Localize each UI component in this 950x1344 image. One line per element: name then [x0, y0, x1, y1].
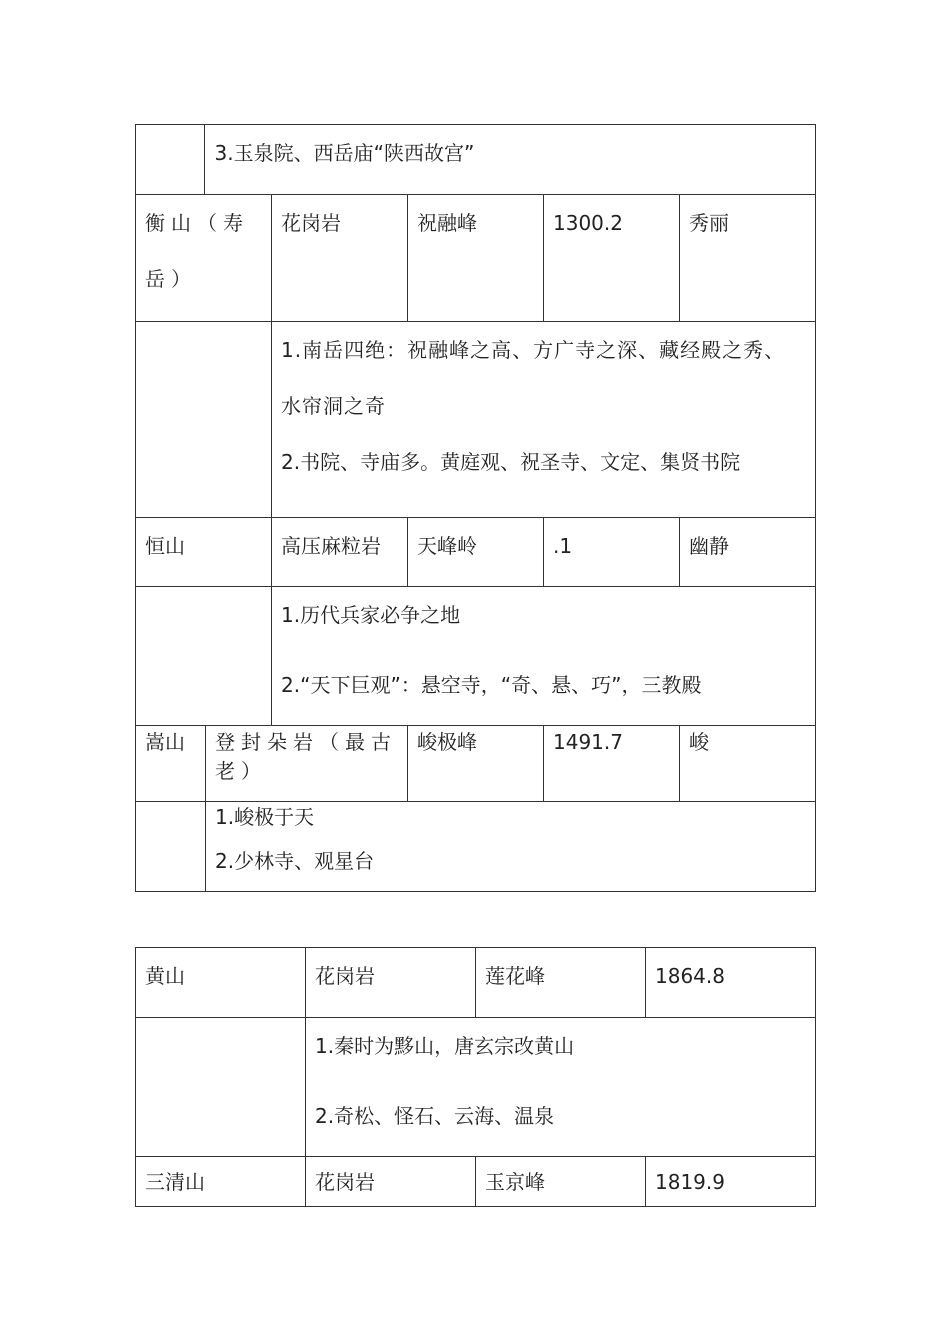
main-peak: 天峰岭	[417, 534, 477, 558]
table-row	[136, 322, 816, 518]
rock-cell	[272, 195, 408, 322]
height-cell	[544, 726, 680, 802]
peak-height: 1300.2	[553, 211, 623, 235]
notes-cell	[272, 322, 816, 518]
peak-height: 1819.9	[655, 1170, 725, 1194]
mountains-table-2	[135, 725, 816, 892]
empty-cell	[136, 322, 272, 518]
feature: 幽静	[689, 534, 729, 558]
note-line: 1.峻极于天	[215, 805, 315, 829]
peak-cell	[408, 726, 544, 802]
rock-cell	[306, 1157, 476, 1207]
main-peak: 莲花峰	[485, 964, 545, 988]
rock-type: 登封朵岩（最古老）	[215, 730, 397, 783]
table-row	[136, 125, 816, 195]
table-row	[136, 802, 816, 892]
height-cell	[646, 948, 816, 1018]
note-line: 2.书院、寺庙多。黄庭观、祝圣寺、文定、集贤书院	[281, 450, 741, 474]
mountain-name-cell	[136, 948, 306, 1018]
mountain-name: 嵩山	[145, 730, 185, 754]
feature: 峻	[689, 730, 709, 754]
height-cell	[544, 195, 680, 322]
main-peak: 峻极峰	[417, 730, 477, 754]
mountain-name-cell	[136, 726, 206, 802]
table-row	[136, 726, 816, 802]
feature-cell	[680, 518, 816, 587]
notes-cell	[306, 1018, 816, 1157]
notes-cell	[206, 802, 816, 892]
note-line: 2.少林寺、观星台	[215, 849, 375, 873]
notes-cell	[272, 587, 816, 726]
peak-cell	[408, 518, 544, 587]
peak-height: 1864.8	[655, 964, 725, 988]
feature: 秀丽	[689, 211, 729, 235]
peak-height: 1491.7	[553, 730, 623, 754]
table-row	[136, 587, 816, 726]
rock-type: 花岗岩	[315, 1170, 375, 1194]
main-peak: 祝融峰	[417, 211, 477, 235]
mountain-name-cell	[136, 1157, 306, 1207]
note-line: 2.“天下巨观”：悬空寺，“奇、悬、巧”，三教殿	[281, 673, 702, 697]
mountain-name: 衡山（寿岳）	[145, 211, 249, 291]
mountain-name: 黄山	[145, 964, 185, 988]
note-line: 1.南岳四绝：祝融峰之高、方广寺之深、藏经殿之秀、水帘洞之奇	[281, 338, 786, 418]
mountain-name-cell	[136, 195, 272, 322]
huashan-note: 3.玉泉院、西岳庙“陕西故宫”	[214, 141, 475, 165]
height-cell	[646, 1157, 816, 1207]
note-line: 2.奇松、怪石、云海、温泉	[315, 1104, 555, 1128]
main-peak: 玉京峰	[485, 1170, 545, 1194]
table-row	[136, 195, 816, 322]
empty-cell	[136, 587, 272, 726]
peak-height: .1	[553, 534, 573, 558]
mountain-name: 三清山	[145, 1170, 205, 1194]
mountain-name: 恒山	[145, 534, 185, 558]
feature-cell	[680, 726, 816, 802]
table-row	[136, 1018, 816, 1157]
table-row	[136, 948, 816, 1018]
rock-cell	[206, 726, 408, 802]
note-cell	[214, 125, 816, 195]
peak-cell	[476, 1157, 646, 1207]
mountains-table-3	[135, 947, 816, 1207]
table-row	[136, 1157, 816, 1207]
empty-cell	[136, 802, 206, 892]
peak-cell	[476, 948, 646, 1018]
empty-cell	[136, 1018, 306, 1157]
rock-cell	[306, 948, 476, 1018]
note-line: 1.秦时为黟山，唐玄宗改黄山	[315, 1034, 575, 1058]
height-cell	[544, 518, 680, 587]
rock-type: 花岗岩	[315, 964, 375, 988]
table-row	[136, 518, 816, 587]
mountains-table-1	[135, 124, 816, 726]
note-line: 1.历代兵家必争之地	[281, 603, 461, 627]
rock-type: 花岗岩	[281, 211, 341, 235]
peak-cell	[408, 195, 544, 322]
mountain-name-cell	[136, 518, 272, 587]
rock-cell	[272, 518, 408, 587]
feature-cell	[680, 195, 816, 322]
rock-type: 高压麻粒岩	[281, 534, 381, 558]
